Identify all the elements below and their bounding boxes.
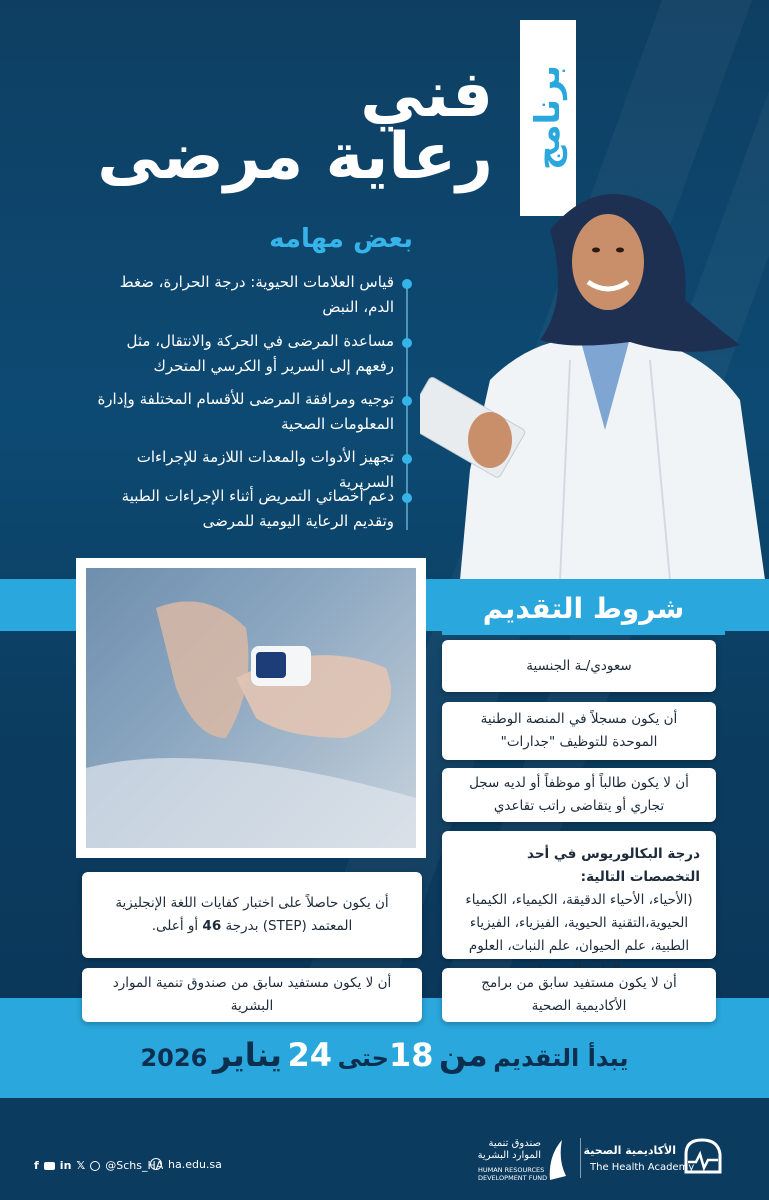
footer: [0, 1098, 769, 1200]
academy-name-en: The Health Academy: [590, 1162, 695, 1173]
bullet-dot: [402, 279, 412, 289]
degree-title: درجة البكالوريوس في أحد التخصصات التالية:: [527, 846, 700, 885]
condition-text: [96, 892, 408, 938]
application-dates: [0, 1036, 769, 1074]
academy-name-ar: الأكاديمية الصحية: [583, 1144, 676, 1157]
condition-text: أن لا يكون مستفيد سابق من صندوق تنمية الموارد البشرية: [112, 975, 392, 1014]
task-item: دعم أخصائي التمريض أثناء الإجراءات الطبية وتقديم الرعاية اليومية للمرضى: [121, 487, 394, 530]
date-until: حتى: [337, 1044, 389, 1072]
tasks-heading: بعض مهامه: [269, 224, 413, 254]
pulse-oximeter-photo: [86, 568, 416, 848]
condition-text: أن لا يكون طالباً أو موظفاً أو لديه سجل تجاري أو يتقاضى راتب تقاعدي: [469, 775, 689, 814]
hrdf-name-en-1: HUMAN RESOURCES: [478, 1166, 545, 1174]
task-item: مساعدة المرضى في الحركة والانتقال، مثل رفعهم إلى السرير أو الكرسي المتحرك: [126, 332, 394, 375]
youtube-icon[interactable]: [44, 1162, 55, 1170]
condition-text: أن لا يكون مستفيد سابق من برامج الأكاديمية الصحية: [481, 975, 677, 1014]
bullet-dot: [402, 396, 412, 406]
step-text-b: أو أعلى.: [151, 918, 203, 934]
date-end: 24: [287, 1036, 332, 1074]
health-academy-logo-icon: [680, 1134, 726, 1180]
step-score: 46: [202, 918, 222, 934]
conditions-heading: شروط التقديم: [482, 591, 685, 625]
condition-nationality: [442, 640, 716, 692]
degree-list: (الأحياء، الأحياء الدقيقة، الكيمياء، الكيمياء الحيوية،التقنية الحيوية، الفيزياء، الفيزياء الطبية، علم الحيوان، علم النبات، العلوم: [465, 892, 693, 954]
date-prefix: يبدأ التقديم: [493, 1044, 629, 1072]
instagram-icon[interactable]: [90, 1161, 100, 1171]
program-label: برنامج: [528, 65, 568, 171]
date-month: يناير: [212, 1036, 282, 1074]
hrdf-name-ar-2: الموارد البشرية: [477, 1150, 541, 1161]
hrdf-name-en-2: DEVELOPMENT FUND: [478, 1174, 548, 1182]
title-line-1: فني: [360, 58, 493, 132]
hrdf-logo-icon: [546, 1136, 570, 1182]
condition-not-academy: [442, 968, 716, 1022]
date-start: 18: [388, 1036, 434, 1074]
website-link[interactable]: ha.edu.sa: [168, 1158, 222, 1171]
step-text-a: أن يكون حاصلاً على اختبار كفايات اللغة الإنجليزية المعتمد (STEP) بدرجة: [115, 895, 389, 934]
condition-not-hrdf: [82, 968, 422, 1022]
hrdf-name-ar-1: صندوق تنمية: [488, 1138, 541, 1149]
footer-divider: [580, 1138, 581, 1178]
x-icon[interactable]: 𝕏: [76, 1159, 86, 1172]
photo-frame: [76, 558, 426, 858]
social-icons: [34, 1159, 163, 1172]
condition-jadarat: [442, 702, 716, 760]
task-item: تجهيز الأدوات والمعدات اللازمة للإجراءات السريرية: [136, 448, 394, 491]
condition-text: سعودي/ـة الجنسية: [526, 657, 632, 674]
bullet-dot: [402, 493, 412, 503]
bullet-dot: [402, 338, 412, 348]
date-from: من: [439, 1036, 488, 1074]
facebook-icon[interactable]: f: [34, 1159, 39, 1172]
condition-text: أن يكون مسجلاً في المنصة الوطنية الموحدة للتوظيف "جدارات": [480, 711, 678, 750]
nurse-illustration: [420, 170, 769, 580]
condition-step: [82, 872, 422, 958]
conditions-heading-box: [442, 581, 725, 635]
linkedin-icon[interactable]: in: [59, 1159, 72, 1172]
date-year: 2026: [140, 1044, 208, 1072]
title-line-2: رعاية مرضى: [97, 120, 493, 194]
social-handle[interactable]: @Schs_HA: [105, 1159, 164, 1172]
task-item: توجيه ومرافقة المرضى للأقسام المختلفة وإدارة المعلومات الصحية: [97, 390, 394, 433]
condition-not-employed: [442, 768, 716, 822]
bullet-dot: [402, 454, 412, 464]
task-item: قياس العلامات الحيوية: درجة الحرارة، ضغط الدم، النبض: [119, 273, 394, 316]
globe-icon: [150, 1158, 162, 1170]
hands-illustration: [86, 568, 416, 848]
condition-degree: [442, 831, 716, 959]
